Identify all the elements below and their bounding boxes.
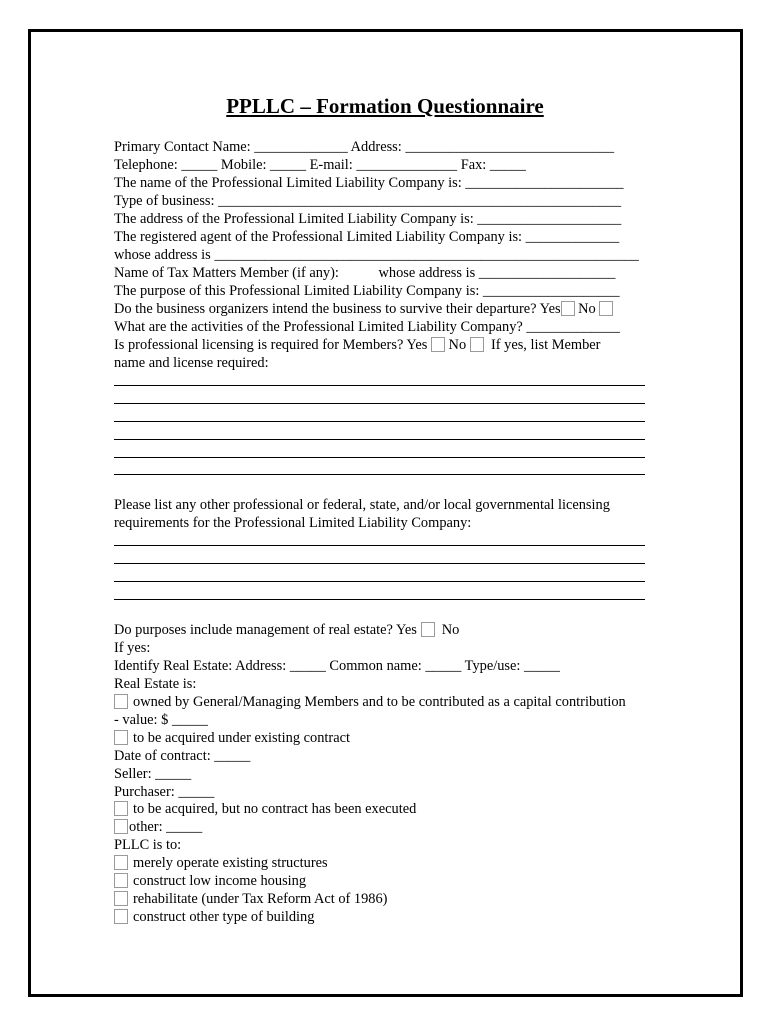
real-estate-yes-checkbox[interactable] (421, 622, 435, 637)
value-line: - value: $ _____ (114, 712, 208, 728)
owned-label: owned by General/Managing Members and to be contributed as a capital contribution (133, 694, 626, 710)
survive-question-text: Do the business organizers intend the business to survive their departure? Yes (114, 301, 561, 317)
answer-rule (114, 545, 645, 546)
answer-rule (114, 385, 645, 386)
answer-rule (114, 457, 645, 458)
low-income-option (114, 873, 306, 891)
real-estate-question (114, 622, 459, 640)
company-name-line: The name of the Professional Limited Liability Company is: ______________________ (114, 175, 624, 191)
acquired-no-contract-checkbox[interactable] (114, 801, 128, 816)
survive-question (114, 301, 613, 319)
other-licensing-line-1: Please list any other professional or federal, state, and/or local governmental licensing (114, 497, 610, 513)
business-type-line: Type of business: ________________________________________________________ (114, 193, 622, 209)
acquired-no-contract-option (114, 801, 416, 819)
real-estate-no-label: No (434, 622, 460, 638)
licensing-question (114, 337, 600, 355)
real-estate-question-text: Do purposes include management of real estate? Yes (114, 622, 417, 638)
acquired-existing-checkbox[interactable] (114, 730, 128, 745)
licensing-tail: If yes, list Member (483, 337, 601, 353)
licensing-no-checkbox[interactable] (470, 337, 484, 352)
operate-option (114, 855, 328, 873)
licensing-continuation: name and license required: (114, 355, 269, 371)
other-label: other: _____ (129, 819, 203, 835)
other-building-checkbox[interactable] (114, 909, 128, 924)
answer-rule (114, 439, 645, 440)
survive-no-checkbox[interactable] (599, 301, 613, 316)
licensing-no-label: No (444, 337, 467, 353)
real-estate-is-label: Real Estate is: (114, 676, 197, 692)
rehabilitate-label: rehabilitate (under Tax Reform Act of 1986) (133, 891, 388, 907)
licensing-yes-checkbox[interactable] (431, 337, 445, 352)
answer-rule (114, 421, 645, 422)
rehabilitate-option (114, 891, 387, 909)
seller-line: Seller: _____ (114, 766, 192, 782)
other-building-label: construct other type of building (133, 909, 315, 925)
answer-rule (114, 599, 645, 600)
other-building-option (114, 909, 314, 927)
survive-yes-checkbox[interactable] (561, 301, 575, 316)
low-income-label: construct low income housing (133, 873, 307, 889)
licensing-question-text: Is professional licensing is required for Members? Yes (114, 337, 428, 353)
operate-checkbox[interactable] (114, 855, 128, 870)
rehabilitate-checkbox[interactable] (114, 891, 128, 906)
pllc-is-to-label: PLLC is to: (114, 837, 182, 853)
document-title: PPLLC – Formation Questionnaire (226, 94, 544, 118)
answer-rule (114, 474, 645, 475)
owned-option (114, 694, 626, 712)
acquired-existing-label: to be acquired under existing contract (133, 730, 350, 746)
operate-label: merely operate existing structures (133, 855, 328, 871)
if-yes-label: If yes: (114, 640, 151, 656)
answer-rule (114, 581, 645, 582)
telephone-line: Telephone: _____ Mobile: _____ E-mail: ______________ Fax: _____ (114, 157, 526, 173)
purchaser-line: Purchaser: _____ (114, 784, 215, 800)
date-of-contract-line: Date of contract: _____ (114, 748, 251, 764)
other-checkbox[interactable] (114, 819, 128, 834)
contact-line: Primary Contact Name: _____________ Address: _____________________________ (114, 139, 615, 155)
other-licensing-line-2: requirements for the Professional Limited Liability Company: (114, 515, 472, 531)
identify-real-estate-line: Identify Real Estate: Address: _____ Common name: _____ Type/use: _____ (114, 658, 560, 674)
low-income-checkbox[interactable] (114, 873, 128, 888)
survive-no-label: No (574, 301, 596, 317)
other-option (114, 819, 202, 837)
tax-member-line: Name of Tax Matters Member (if any): whose address is ___________________ (114, 265, 616, 281)
acquired-no-contract-label: to be acquired, but no contract has been executed (133, 801, 417, 817)
acquired-existing-option (114, 730, 350, 748)
answer-rule (114, 563, 645, 564)
registered-agent-line: The registered agent of the Professional Limited Liability Company is: _____________ (114, 229, 620, 245)
activities-line: What are the activities of the Professional Limited Liability Company? _____________ (114, 319, 620, 335)
answer-rule (114, 403, 645, 404)
purpose-line: The purpose of this Professional Limited Liability Company is: ___________________ (114, 283, 620, 299)
company-address-line: The address of the Professional Limited Liability Company is: ____________________ (114, 211, 622, 227)
owned-checkbox[interactable] (114, 694, 128, 709)
agent-address-line: whose address is ___________________________________________________________ (114, 247, 639, 263)
